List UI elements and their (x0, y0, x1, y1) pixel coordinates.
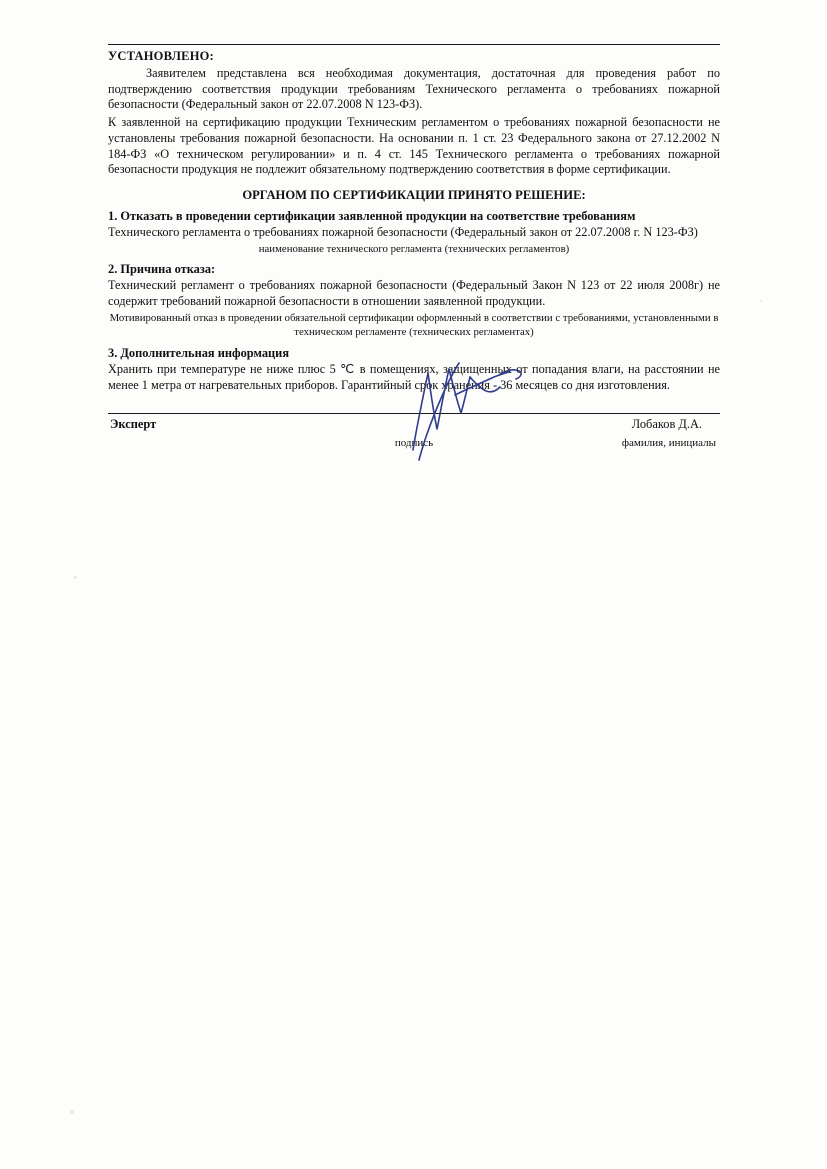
paper-speck (70, 1110, 74, 1114)
signature-block (108, 413, 720, 459)
decision-heading: ОРГАНОМ ПО СЕРТИФИКАЦИИ ПРИНЯТО РЕШЕНИЕ: (242, 188, 586, 203)
document-body (108, 44, 720, 459)
established-heading: УСТАНОВЛЕНО: (108, 49, 214, 63)
signature-caption: подпись (394, 437, 434, 450)
top-divider (108, 44, 720, 45)
decision-item1-text: Технического регламента о требованиях пожарной безопасности (Федеральный закон от 22.07.2008 г. N 123-ФЗ) (108, 225, 698, 240)
decision-item1-caption: наименование технического регламента (технических регламентов) (258, 242, 570, 255)
decision-item1-title: 1. Отказать в проведении сертификации заявленной продукции на соответствие требованиям (108, 209, 636, 224)
paper-speck (760, 300, 762, 302)
expert-name-caption: фамилия, инициалы (621, 437, 716, 450)
decision-item2-caption-line2: техническом регламенте (технических регламентах) (294, 326, 534, 339)
decision-item2-text: Технический регламент о требованиях пожарной безопасности (Федеральный Закон N 123 от 22 июля 2008г) не содержит требований пожарной безопасности в отношении заявленной продукции. (108, 278, 720, 309)
established-paragraph-1: Заявителем представлена вся необходимая документация, достаточная для проведения работ по подтверждению соответствия продукции требованиям Технического регламента о требованиях пожарной безопасности (Федеральный закон от 22.07.2008 N 123-ФЗ). (108, 66, 720, 112)
paper-speck (74, 576, 77, 579)
expert-name: Лобаков Д.А. (631, 417, 702, 432)
decision-item2-title: 2. Причина отказа: (108, 262, 216, 277)
expert-role-label: Эксперт (110, 417, 157, 432)
signature-divider (108, 413, 720, 414)
decision-item3-title: 3. Дополнительная информация (108, 345, 290, 360)
decision-item2-caption-line1: Мотивированный отказ в проведении обязательной сертификации оформленный в соответствии с требованиями, установленными в (109, 311, 719, 324)
decision-item3-text: Хранить при температуре не ниже плюс 5 ℃ в помещениях, защищенных от попадания влаги, на расстоянии не менее 1 метра от нагревательных приборов. Гарантийный срок хранения - 36 месяцев со дня изготовления. (108, 361, 720, 392)
established-paragraph-2: К заявленной на сертификацию продукции Техническим регламентом о требованиях пожарной безопасности не установлены требования пожарной безопасности. На основании п. 1 ст. 23 Федерального закона от 27.12.2002 N 184-ФЗ «О техническом регулировании» и п. 4 ст. 145 Технического регламента о требованиях пожарной безопасности продукция не подлежит обязательному подтверждению соответствия в форме сертификации. (108, 115, 720, 177)
